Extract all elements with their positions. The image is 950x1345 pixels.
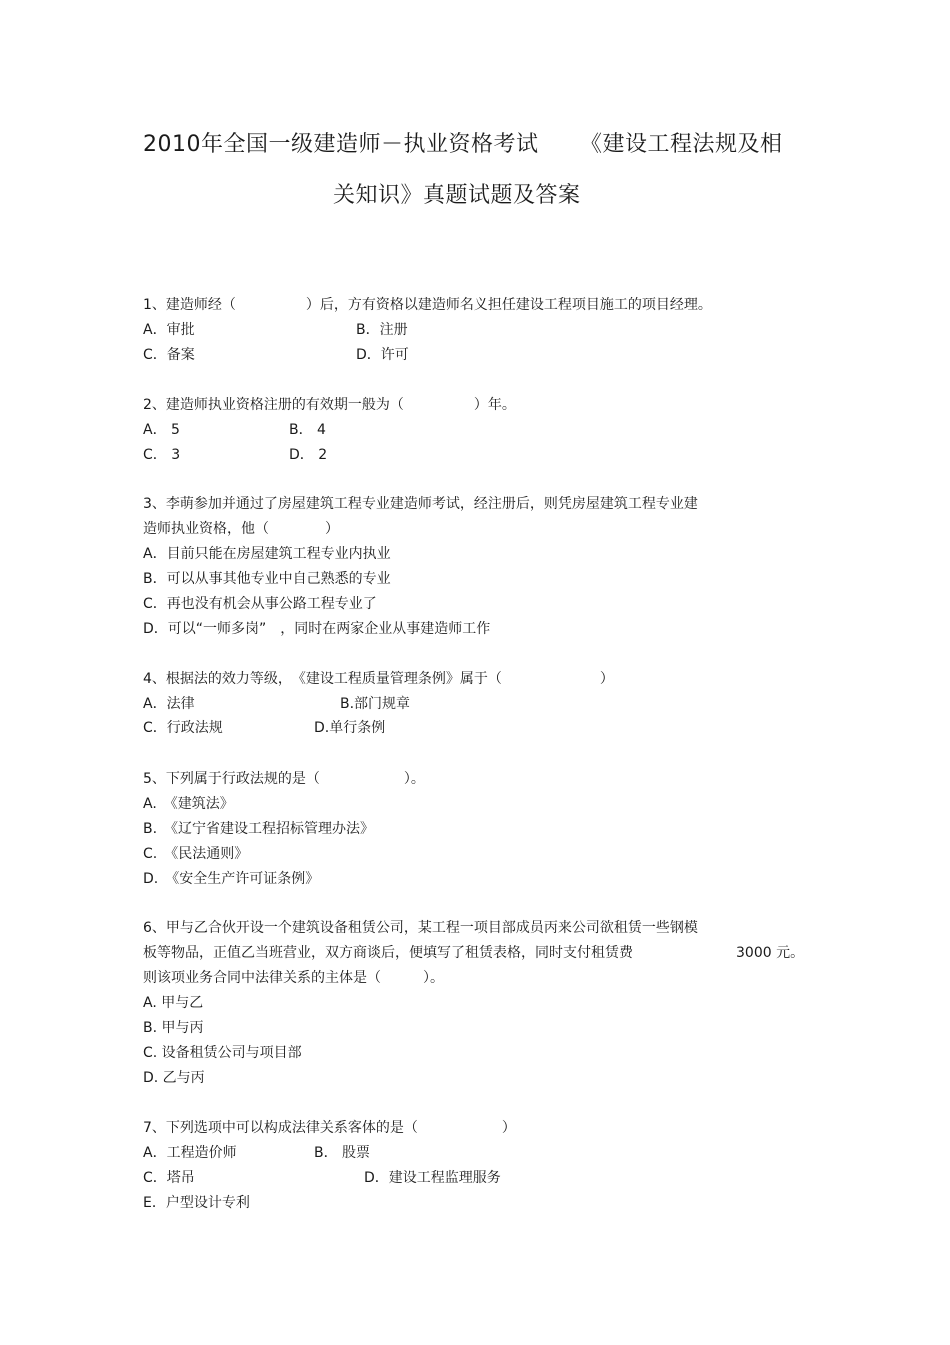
question-6-stem-line2: 板等物品，正值乙当班营业，双方商谈后，便填写了租赁表格，同时支付租赁费	[143, 945, 633, 961]
question-7-option-c: C．塔吊	[143, 1170, 195, 1186]
question-7-option-d: D．建设工程监理服务	[364, 1170, 501, 1186]
question-1-option-c: C．备案	[143, 347, 195, 363]
question-5-option-d: D. 《安全生产许可证条例》	[143, 871, 320, 887]
question-6-stem-line1: 6、甲与乙合伙开设一个建筑设备租赁公司，某工程一项目部成员丙来公司欲租赁一些钢模	[143, 920, 698, 936]
question-6-option-a: A. 甲与乙	[143, 995, 204, 1011]
question-2-option-d: D． 2	[289, 447, 328, 463]
question-3-option-d: D．可以“一师多岗” ，同时在两家企业从事建造师工作	[143, 621, 491, 637]
question-7-option-a: A．工程造价师	[143, 1145, 237, 1161]
document-title-line1-right: 《建设工程法规及相	[580, 132, 783, 157]
document-title-line2: 关知识》真题试题及答案	[333, 183, 581, 208]
question-4-stem: 4、根据法的效力等级， 《建设工程质量管理条例》属于（ ）	[143, 671, 614, 687]
question-3-stem-line1: 3、李萌参加并通过了房屋建筑工程专业建造师考试，经注册后，则凭房屋建筑工程专业建	[143, 496, 698, 512]
question-7-option-e: E．户型设计专利	[143, 1195, 250, 1211]
question-4-option-c: C．行政法规	[143, 720, 223, 736]
question-5-option-b: B. 《辽宁省建设工程招标管理办法》	[143, 821, 375, 837]
question-7-stem: 7、下列选项中可以构成法律关系客体的是（ ）	[143, 1120, 516, 1136]
question-3-option-b: B．可以从事其他专业中自己熟悉的专业	[143, 571, 391, 587]
question-3-option-a: A．目前只能在房屋建筑工程专业内执业	[143, 546, 391, 562]
question-4-option-a: A．法律	[143, 696, 195, 712]
question-1-option-b: B．注册	[356, 322, 408, 338]
question-6-option-d: D. 乙与丙	[143, 1070, 205, 1086]
question-3-stem-line2: 造师执业资格，他（ ）	[143, 521, 339, 537]
question-7-option-b: B． 股票	[314, 1145, 371, 1161]
question-5-option-c: C. 《民法通则》	[143, 846, 249, 862]
question-4-option-d: D.单行条例	[314, 720, 386, 736]
question-2-option-c: C． 3	[143, 447, 181, 463]
question-6-stem-amount: 3000 元。	[736, 945, 805, 961]
question-2-option-b: B． 4	[289, 422, 326, 438]
document-title-line1-left: 2010年全国一级建造师－执业资格考试	[143, 132, 539, 157]
question-5-stem: 5、下列属于行政法规的是（ ）。	[143, 771, 425, 787]
question-6-option-b: B. 甲与丙	[143, 1020, 204, 1036]
question-6-option-c: C. 设备租赁公司与项目部	[143, 1045, 302, 1061]
question-5-option-a: A. 《建筑法》	[143, 796, 234, 812]
question-2-option-a: A． 5	[143, 422, 180, 438]
question-1-option-d: D．许可	[356, 347, 409, 363]
question-6-stem-line3: 则该项业务合同中法律关系的主体是（ ）。	[143, 970, 444, 986]
question-1-stem: 1、建造师经（ ）后，方有资格以建造师名义担任建设工程项目施工的项目经理。	[143, 297, 712, 313]
question-4-option-b: B.部门规章	[340, 696, 411, 712]
question-3-option-c: C．再也没有机会从事公路工程专业了	[143, 596, 377, 612]
question-2-stem: 2、建造师执业资格注册的有效期一般为（ ）年。	[143, 397, 516, 413]
question-1-option-a: A．审批	[143, 322, 195, 338]
